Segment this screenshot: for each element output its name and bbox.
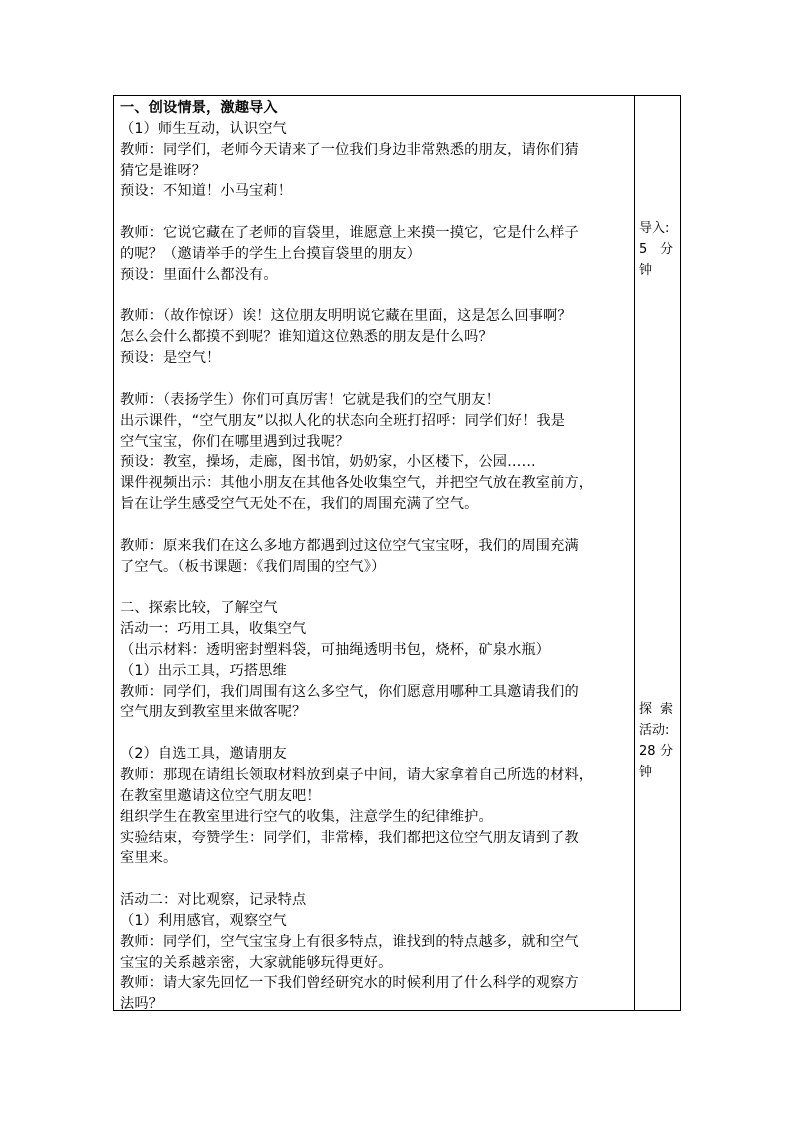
text-line: 教师：那现在请组长领取材料放到桌子中间，请大家拿着自己所选的材料， [120, 767, 594, 783]
time-note-explore [639, 699, 679, 783]
text-line: 预设：不知道！小马宝莉！ [120, 183, 293, 200]
time-note-explore-unit-end: 钟 [639, 765, 653, 780]
text-line: 活动二：对比观察，记录特点 [120, 892, 307, 909]
text-line: 法吗？ [120, 996, 164, 1013]
text-line: 教师：（表扬学生）你们可真厉害！它就是我们的空气朋友！ [120, 391, 501, 408]
time-note-explore-unit: 分 [659, 744, 673, 759]
text-line: （1）出示工具，巧搭思维 [120, 662, 287, 679]
text-line: 在教室里邀请这位空气朋友吧！ [120, 787, 321, 804]
text-line: 一、创设情景，激趣导入 [120, 100, 278, 116]
blank-line [120, 723, 632, 744]
time-note-intro-duration [639, 239, 673, 260]
text-line: 空气朋友到教室里来做客呢？ [120, 704, 307, 721]
text-line: （1）利用感官，观察空气 [120, 912, 287, 929]
time-note-explore-char2: 索 [659, 702, 673, 717]
text-line: 宝宝的关系越亲密，大家就能够玩得更好。 [120, 954, 393, 971]
text-line: 怎么会什么都摸不到呢？谁知道这位熟悉的朋友是什么吗？ [120, 329, 493, 346]
text-line: 实验结束，夸赞学生：同学们，非常棒，我们都把这位空气朋友请到了教 [120, 829, 579, 846]
text-line: 的呢？（邀请举手的学生上台摸盲袋里的朋友） [120, 245, 422, 262]
text-line: 教师：（故作惊讶）诶！这位朋友明明说它藏在里面，这是怎么回事啊？ [120, 308, 572, 325]
text-line: 教师：原来我们在这么多地方都遇到过这位空气宝宝呀，我们的周围充满 [120, 537, 579, 554]
text-line: 教师：同学们，空气宝宝身上有很多特点，谁找到的特点越多，就和空气 [120, 933, 579, 950]
text-line: 室里来。 [120, 850, 178, 867]
text-line: 教师：请大家先回忆一下我们曾经研究水的时候利用了什么科学的观察方 [120, 975, 579, 992]
text-line: 预设：里面什么都没有。 [120, 266, 278, 283]
blank-line [120, 577, 632, 598]
time-note-intro-unit: 分 [659, 242, 673, 257]
blank-line [120, 369, 632, 390]
text-line: 猜它是谁呀？ [120, 162, 207, 179]
lesson-plan-table [113, 95, 681, 1011]
text-line: （2）自选工具，邀请朋友 [120, 746, 287, 763]
text-line: 课件视频出示：其他小朋友在其他各处收集空气，并把空气放在教室前方， [120, 475, 594, 492]
text-line: 旨在让学生感受空气无处不在，我们的周围充满了空气。 [120, 496, 479, 513]
blank-line [120, 202, 632, 223]
lesson-content-cell [120, 98, 632, 1015]
text-line: 教师：同学们，我们周围有这么多空气，你们愿意用哪种工具邀请我们的 [120, 683, 579, 700]
blank-line [120, 286, 632, 307]
text-line: 活动一：巧用工具，收集空气 [120, 621, 307, 638]
text-line: （出示材料：透明密封塑料袋，可抽绳透明书包，烧杯，矿泉水瓶） [120, 641, 551, 658]
text-line: 二、探索比较，了解空气 [120, 600, 278, 617]
column-divider [634, 96, 635, 1010]
time-note-intro-unit-end: 钟 [639, 263, 653, 278]
text-line: 空气宝宝，你们在哪里遇到过我呢？ [120, 433, 350, 450]
text-line: 预设：教室，操场，走廊，图书馆，奶奶家，小区楼下，公园…… [120, 454, 536, 471]
text-line: 组织学生在教室里进行空气的收集，注意学生的纪律维护。 [120, 808, 493, 825]
time-note-explore-char1: 探 [639, 702, 653, 717]
text-line: 出示课件，“空气朋友”以拟人化的状态向全班打招呼：同学们好！我是 [120, 412, 566, 429]
time-note-explore-label-top [639, 699, 673, 720]
text-line: 教师：它说它藏在了老师的盲袋里，谁愿意上来摸一摸它，它是什么样子 [120, 225, 579, 242]
time-note-explore-duration [639, 741, 673, 762]
time-note-intro-label: 导入: [639, 221, 670, 236]
time-note-explore-number: 28 [639, 744, 656, 759]
text-line: 预设：是空气！ [120, 350, 221, 367]
blank-line [120, 869, 632, 890]
blank-line [120, 515, 632, 536]
time-note-explore-label: 活动: [639, 723, 670, 738]
time-note-intro [639, 218, 679, 281]
text-line: 教师：同学们，老师今天请来了一位我们身边非常熟悉的朋友，请你们猜 [120, 141, 579, 158]
text-line: （1）师生互动，认识空气 [120, 120, 287, 137]
text-line: 了空气。（板书课题：《我们周围的空气》） [120, 558, 386, 575]
time-note-intro-number: 5 [639, 242, 648, 257]
